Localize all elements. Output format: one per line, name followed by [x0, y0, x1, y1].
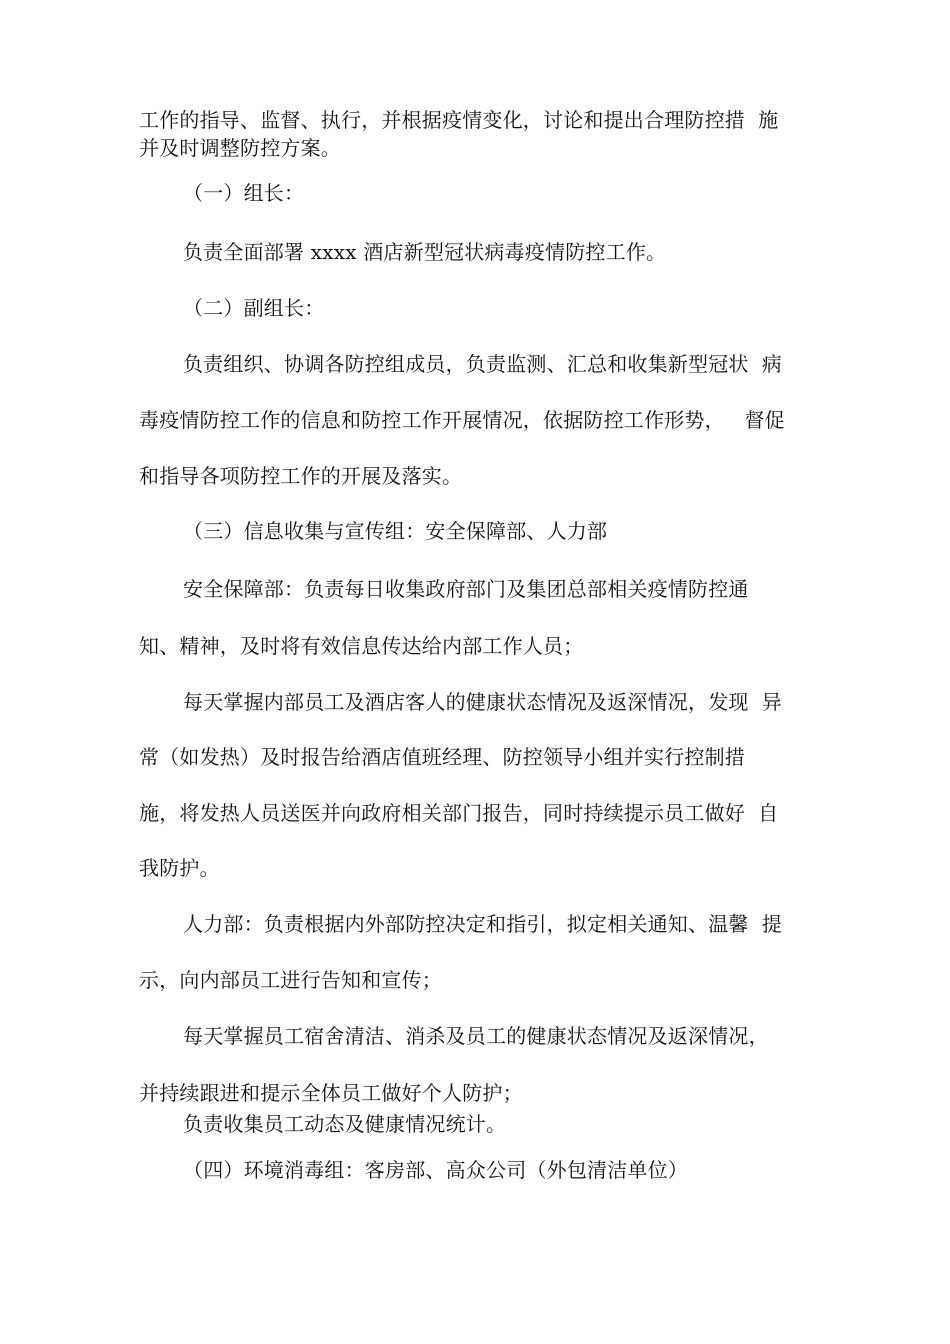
paragraph-line: 和指导各项防控工作的开展及落实。 — [139, 464, 463, 488]
paragraph-line: 并及时调整防控方案。 — [139, 136, 341, 160]
paragraph-line: 安全保障部：负责每日收集政府部门及集团总部相关疫情防控通 — [183, 577, 749, 601]
paragraph-line: 负责组织、协调各防控组成员，负责监测、汇总和收集新型冠状 病 — [183, 352, 782, 376]
paragraph-line: 我防护。 — [139, 856, 220, 880]
paragraph-line: 知、精神，及时将有效信息传达给内部工作人员； — [139, 634, 584, 658]
paragraph-line: 负责收集员工动态及健康情况统计。 — [183, 1112, 507, 1136]
paragraph-line: 人力部：负责根据内外部防控决定和指引，拟定相关通知、温馨 提 — [183, 912, 782, 936]
section-heading: （四）环境消毒组：客房部、高众公司（外包清洁单位） — [183, 1158, 688, 1182]
paragraph-line: 毒疫情防控工作的信息和防控工作开展情况，依据防控工作形势， 督促 — [139, 408, 785, 432]
paragraph-line: 工作的指导、监督、执行，并根据疫情变化，讨论和提出合理防控措 施 — [139, 108, 779, 132]
paragraph-line: 常（如发热）及时报告给酒店值班经理、防控领导小组并实行控制措 — [139, 745, 745, 769]
section-heading: （一）组长： — [183, 181, 305, 205]
paragraph-line: 示，向内部员工进行告知和宣传； — [139, 968, 442, 992]
paragraph-line: 并持续跟进和提示全体员工做好个人防护； — [139, 1081, 523, 1105]
section-heading: （二）副组长： — [183, 296, 325, 320]
section-heading: （三）信息收集与宣传组：安全保障部、人力部 — [183, 519, 608, 543]
paragraph-line: 每天掌握员工宿舍清洁、消杀及员工的健康状态情况及返深情况， — [183, 1024, 769, 1048]
paragraph-line: 每天掌握内部员工及酒店客人的健康状态情况及返深情况，发现 异 — [183, 690, 782, 714]
paragraph-line: 负责全面部署 xxxx 酒店新型冠状病毒疫情防控工作。 — [183, 240, 667, 264]
paragraph-line: 施，将发热人员送医并向政府相关部门报告，同时持续提示员工做好 自 — [139, 801, 779, 825]
